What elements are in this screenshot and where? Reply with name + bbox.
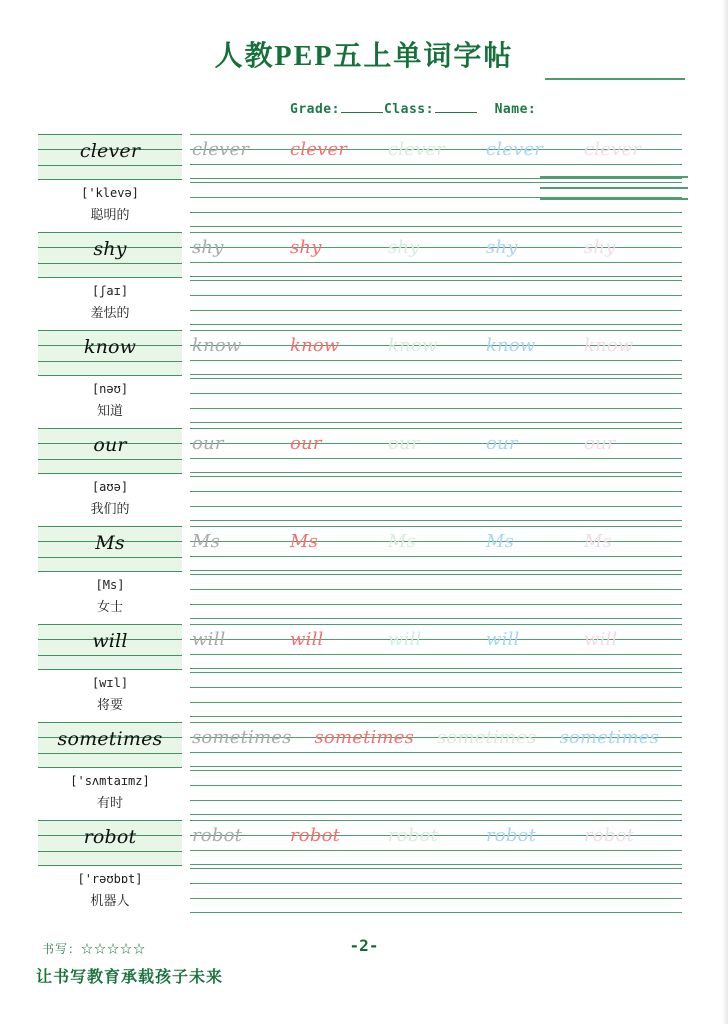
blank-stave[interactable] bbox=[190, 574, 682, 619]
stave-line bbox=[190, 408, 682, 409]
tracing-stave[interactable] bbox=[190, 428, 682, 473]
stave-line bbox=[190, 687, 682, 688]
word-card bbox=[38, 428, 182, 526]
word-text: sometimes bbox=[57, 728, 163, 750]
tracing-word: Ms bbox=[388, 531, 417, 552]
tracing-word: will bbox=[584, 629, 618, 650]
word-row bbox=[0, 820, 728, 918]
chinese-meaning: 有时 bbox=[96, 796, 123, 811]
page-edge-shadow bbox=[722, 0, 728, 1024]
blank-stave[interactable] bbox=[190, 182, 682, 227]
star-rating[interactable]: ☆☆☆☆☆ bbox=[81, 942, 147, 956]
word-row bbox=[0, 232, 728, 330]
card-stave bbox=[38, 330, 182, 376]
tracing-word: robot bbox=[192, 825, 243, 846]
tracing-words bbox=[192, 723, 682, 753]
name-label: Name: bbox=[494, 101, 537, 117]
tracing-word: Ms bbox=[486, 531, 515, 552]
word-card bbox=[38, 820, 182, 918]
word-text: shy bbox=[93, 238, 127, 260]
page-footer bbox=[0, 936, 728, 1006]
word-row bbox=[0, 428, 728, 526]
tracing-stave[interactable] bbox=[190, 820, 682, 865]
tracing-word: shy bbox=[290, 237, 322, 258]
tracing-word: our bbox=[486, 433, 518, 454]
stave-line bbox=[190, 702, 682, 703]
tracing-word: clever bbox=[388, 139, 446, 160]
word-card bbox=[38, 232, 182, 330]
chinese-meaning: 聪明的 bbox=[90, 208, 130, 223]
phonetic-text: [aʊə] bbox=[91, 480, 129, 494]
phonetic-text: ['sʌmtaɪmz] bbox=[70, 774, 150, 788]
practice-area[interactable] bbox=[190, 232, 682, 330]
phonetic-text: [Ms] bbox=[95, 578, 125, 592]
word-row bbox=[0, 330, 728, 428]
title-underline bbox=[545, 78, 685, 80]
tracing-word: Ms bbox=[192, 531, 221, 552]
word-card bbox=[38, 330, 182, 428]
stave-line bbox=[190, 310, 682, 311]
tracing-word: robot bbox=[388, 825, 439, 846]
stave-line bbox=[190, 800, 682, 801]
tracing-words bbox=[192, 821, 682, 851]
practice-area[interactable] bbox=[190, 330, 682, 428]
tracing-word: sometimes bbox=[559, 727, 660, 748]
tracing-word: clever bbox=[584, 139, 642, 160]
tracing-word: will bbox=[290, 629, 324, 650]
page-number: -2- bbox=[349, 936, 379, 955]
chinese-meaning: 女士 bbox=[96, 600, 123, 615]
blank-stave[interactable] bbox=[190, 280, 682, 325]
tracing-word: know bbox=[192, 335, 242, 356]
word-card bbox=[38, 624, 182, 722]
card-stave bbox=[38, 526, 182, 572]
tracing-word: Ms bbox=[290, 531, 319, 552]
chinese-meaning: 知道 bbox=[96, 404, 123, 419]
tracing-word: robot bbox=[486, 825, 537, 846]
tracing-stave[interactable] bbox=[190, 330, 682, 375]
class-input[interactable] bbox=[435, 112, 477, 113]
chinese-meaning: 机器人 bbox=[90, 894, 130, 909]
tracing-word: clever bbox=[290, 139, 348, 160]
tracing-stave[interactable] bbox=[190, 526, 682, 571]
class-label: Class: bbox=[383, 101, 434, 117]
tracing-word: robot bbox=[584, 825, 635, 846]
blank-stave[interactable] bbox=[190, 770, 682, 815]
phonetic-text: ['rəʊbɒt] bbox=[77, 872, 143, 886]
practice-area[interactable] bbox=[190, 134, 682, 232]
word-row bbox=[0, 624, 728, 722]
blank-stave[interactable] bbox=[190, 672, 682, 717]
chinese-meaning: 羞怯的 bbox=[90, 306, 130, 321]
footer-slogan: 让书写教育承载孩子未来 bbox=[36, 967, 224, 986]
grade-input[interactable] bbox=[341, 112, 383, 113]
phonetic-text: [wɪl] bbox=[91, 676, 129, 690]
page-title: 人教PEP五上单词字帖 bbox=[214, 41, 514, 72]
tracing-word: shy bbox=[584, 237, 616, 258]
word-text: will bbox=[92, 630, 128, 652]
blank-stave[interactable] bbox=[190, 476, 682, 521]
word-card bbox=[38, 722, 182, 820]
tracing-stave[interactable] bbox=[190, 134, 682, 179]
tracing-word: robot bbox=[290, 825, 341, 846]
stave-line bbox=[190, 506, 682, 507]
card-stave bbox=[38, 624, 182, 670]
tracing-word: will bbox=[486, 629, 520, 650]
student-info-row bbox=[0, 88, 728, 134]
practice-area[interactable] bbox=[190, 722, 682, 820]
word-card bbox=[38, 526, 182, 624]
stave-line bbox=[190, 604, 682, 605]
tracing-words bbox=[192, 527, 682, 557]
tracing-word: our bbox=[290, 433, 322, 454]
tracing-words bbox=[192, 233, 682, 263]
tracing-word: will bbox=[388, 629, 422, 650]
tracing-words bbox=[192, 429, 682, 459]
word-text: know bbox=[83, 336, 137, 358]
practice-area[interactable] bbox=[190, 624, 682, 722]
tracing-word: our bbox=[192, 433, 224, 454]
word-row bbox=[0, 134, 728, 232]
stave-line bbox=[190, 197, 682, 198]
card-stave bbox=[38, 722, 182, 768]
word-row bbox=[0, 722, 728, 820]
blank-stave[interactable] bbox=[190, 868, 682, 913]
blank-stave[interactable] bbox=[190, 378, 682, 423]
tracing-word: know bbox=[388, 335, 438, 356]
tracing-word: will bbox=[192, 629, 226, 650]
tracing-stave[interactable] bbox=[190, 232, 682, 277]
word-text: clever bbox=[79, 140, 141, 162]
phonetic-text: [ʃaɪ] bbox=[91, 284, 129, 298]
word-text: Ms bbox=[95, 532, 125, 554]
word-rows bbox=[0, 134, 728, 918]
tracing-word: know bbox=[290, 335, 340, 356]
stave-line bbox=[190, 883, 682, 884]
tracing-stave[interactable] bbox=[190, 624, 682, 669]
tracing-word: shy bbox=[486, 237, 518, 258]
card-stave bbox=[38, 820, 182, 866]
tracing-words bbox=[192, 135, 682, 165]
word-row bbox=[0, 526, 728, 624]
practice-area[interactable] bbox=[190, 526, 682, 624]
phonetic-text: [nəʊ] bbox=[91, 382, 129, 396]
phonetic-text: ['klevə] bbox=[81, 186, 139, 200]
card-stave bbox=[38, 232, 182, 278]
tracing-word: sometimes bbox=[314, 727, 415, 748]
tracing-word: know bbox=[584, 335, 634, 356]
card-stave bbox=[38, 134, 182, 180]
stave-line bbox=[190, 393, 682, 394]
chinese-meaning: 将要 bbox=[96, 698, 123, 713]
tracing-stave[interactable] bbox=[190, 722, 682, 767]
word-text: robot bbox=[83, 826, 137, 848]
practice-area[interactable] bbox=[190, 428, 682, 526]
grade-label: Grade: bbox=[290, 101, 340, 117]
tracing-word: know bbox=[486, 335, 536, 356]
stave-line bbox=[190, 785, 682, 786]
tracing-words bbox=[192, 625, 682, 655]
practice-area[interactable] bbox=[190, 820, 682, 918]
word-card bbox=[38, 134, 182, 232]
chinese-meaning: 我们的 bbox=[90, 502, 130, 517]
handwriting-label: 书写： bbox=[42, 942, 82, 956]
tracing-words bbox=[192, 331, 682, 361]
stave-line bbox=[190, 589, 682, 590]
stave-line bbox=[190, 491, 682, 492]
student-info-labels bbox=[290, 102, 536, 117]
stave-line bbox=[190, 212, 682, 213]
tracing-word: our bbox=[388, 433, 420, 454]
tracing-word: sometimes bbox=[192, 727, 292, 748]
tracing-word: Ms bbox=[584, 531, 613, 552]
tracing-word: clever bbox=[192, 139, 250, 160]
tracing-word: clever bbox=[486, 139, 544, 160]
stave-line bbox=[190, 295, 682, 296]
stave-line bbox=[190, 898, 682, 899]
tracing-word: sometimes bbox=[437, 727, 537, 748]
word-text: our bbox=[93, 434, 127, 456]
tracing-word: our bbox=[584, 433, 616, 454]
card-stave bbox=[38, 428, 182, 474]
tracing-word: shy bbox=[388, 237, 420, 258]
tracing-word: shy bbox=[192, 237, 224, 258]
